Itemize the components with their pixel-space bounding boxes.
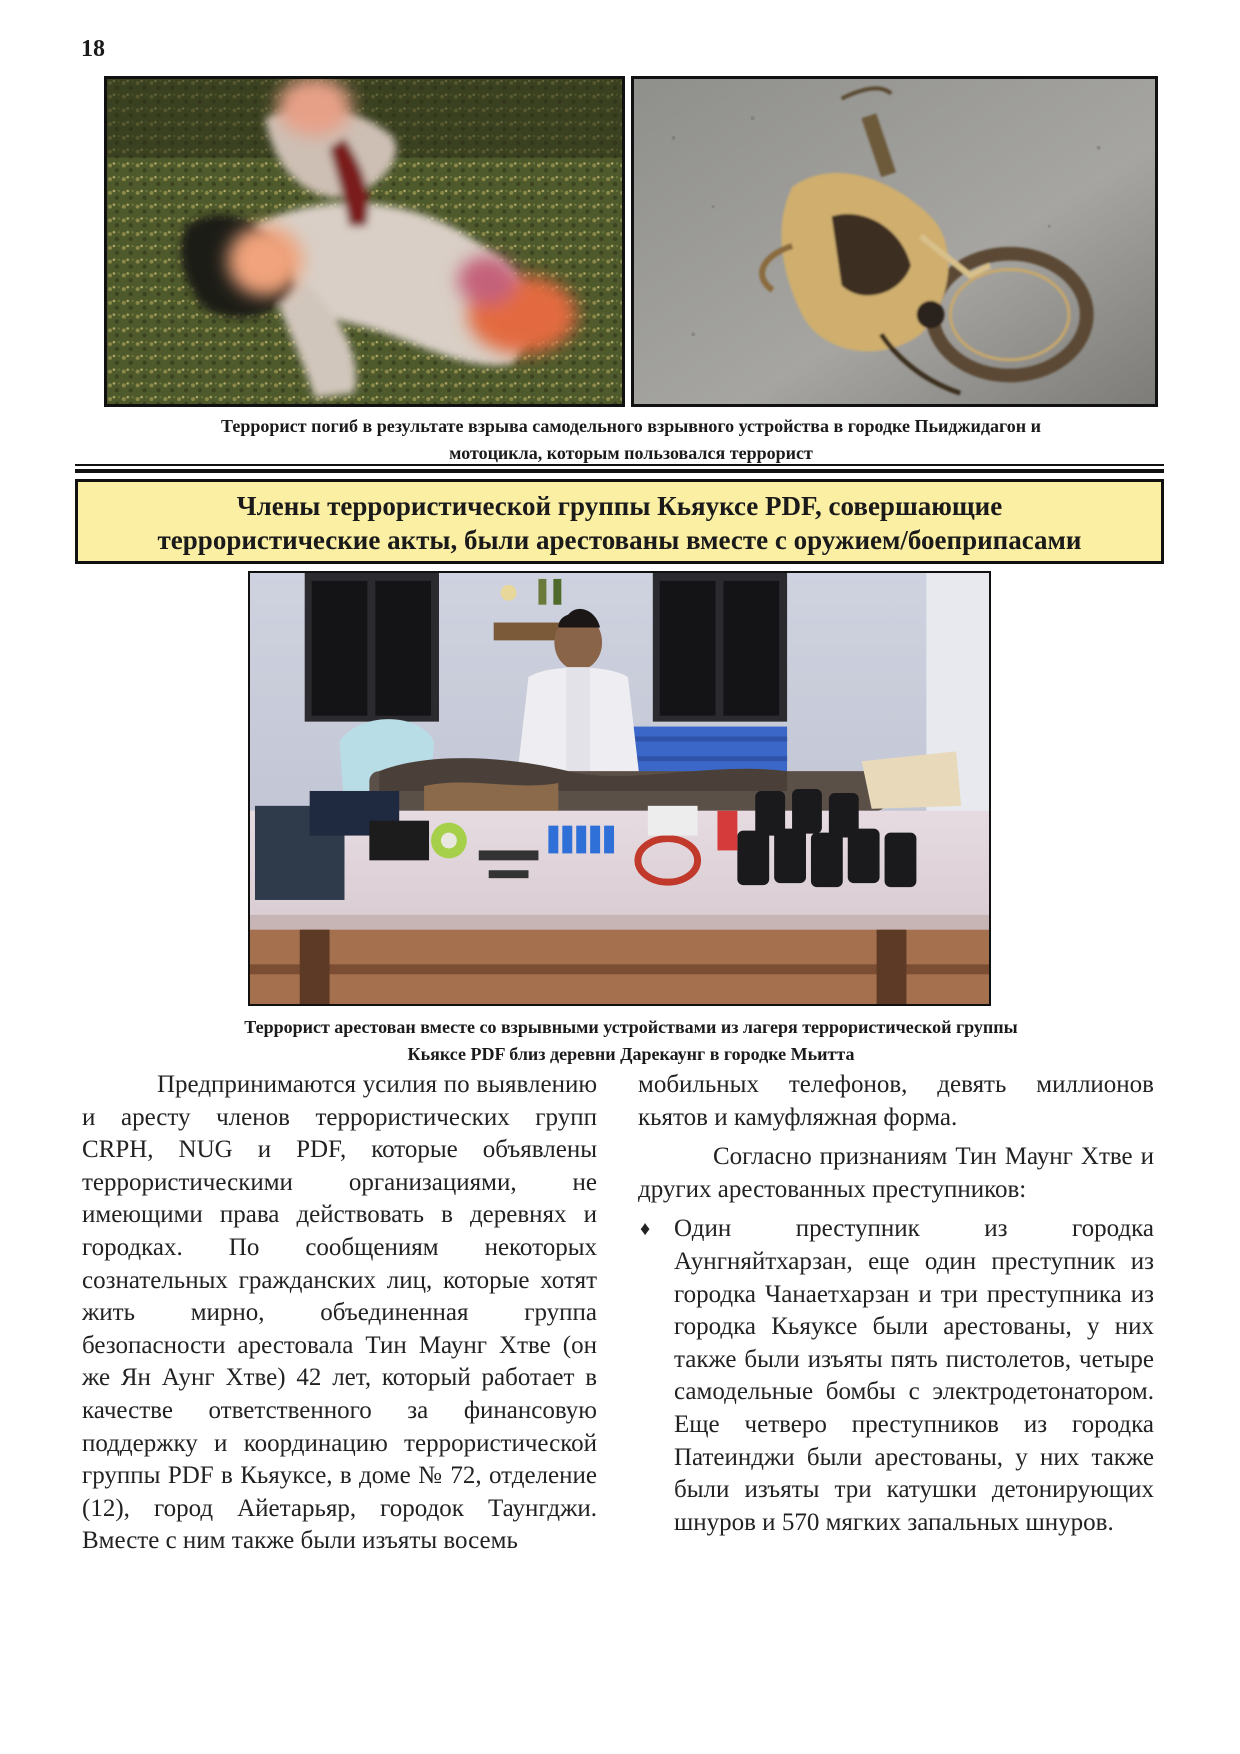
top-caption-line-2: мотоцикла, которым пользовался террорист bbox=[449, 443, 813, 463]
confession-list-item bbox=[638, 1213, 1154, 1539]
article-paragraph-2: Согласно признаниям Тин Маунг Хтве и других арестованных преступников: bbox=[638, 1143, 1154, 1203]
diamond-bullet-icon: ♦ bbox=[640, 1218, 651, 1241]
headline-line-1: Члены террористической группы Кьяуксе PDF, совершающие bbox=[236, 491, 1003, 521]
arrest-caption-line-2: Кьяксе PDF близ деревни Дарекаунг в городке Мьитта bbox=[407, 1044, 855, 1064]
article-column-left bbox=[82, 1069, 597, 1558]
arrest-photo-caption bbox=[104, 1014, 1158, 1068]
section-divider-thin bbox=[75, 464, 1164, 466]
confession-text: Один преступник из городка Аунгняйтхарзан, еще один преступник из городка Чанаетхарзан и три преступника из городка Кьяуксе были арестованы, у них также были изъяты пять пистолетов, четыре самодельные бомбы с электродетонатором. Еще четверо преступников из городка Патеинджи были арестованы, у них также были изъяты три катушки детонирующих шнуров и 570 мягких запальных шнуров. bbox=[674, 1215, 1154, 1536]
top-photo-caption bbox=[104, 413, 1158, 467]
article-paragraph-1: Предпринимаются усилия по выявлению и аресту членов террористических групп CRPH, NUG и PDF, которые объявлены террористическими организациями, не имеющими права действовать в деревнях и городках. По сообщениям некоторых сознательных гражданских лиц, которые хотят жить мирно, объединенная группа безопасности арестовала Тин Маунг Хтве (он же Ян Аунг Хтве) 42 лет, который работает в качестве ответственного за финансовую поддержку и координацию террористической группы PDF в Кьяуксе, в доме № 72, отделение (12), город Айетарьяр, городок Таунгджи. Вместе с ним также были изъяты восемь bbox=[82, 1071, 597, 1555]
arrest-photo bbox=[248, 571, 991, 1006]
article-column-right bbox=[638, 1069, 1154, 1539]
arrest-caption-line-1: Террорист арестован вместе со взрывными устройствами из лагеря террористической группы bbox=[244, 1017, 1018, 1037]
arrest-photo-image bbox=[250, 573, 989, 1004]
top-caption-line-1: Террорист погиб в результате взрыва самодельного взрывного устройства в городке Пьиджидагон и bbox=[221, 416, 1041, 436]
page-number: 18 bbox=[81, 36, 105, 62]
victim-photo-image bbox=[107, 79, 622, 404]
motorcycle-photo-image bbox=[634, 79, 1155, 404]
section-divider-thick bbox=[75, 469, 1164, 473]
motorcycle-photo bbox=[631, 76, 1158, 407]
article-headline bbox=[75, 479, 1164, 564]
headline-line-2: террористические акты, были арестованы вместе с оружием/боеприпасами bbox=[157, 525, 1082, 555]
victim-photo bbox=[104, 76, 625, 407]
article-paragraph-1-continuation: мобильных телефонов, девять миллионов кьятов и камуфляжная форма. bbox=[638, 1071, 1154, 1131]
